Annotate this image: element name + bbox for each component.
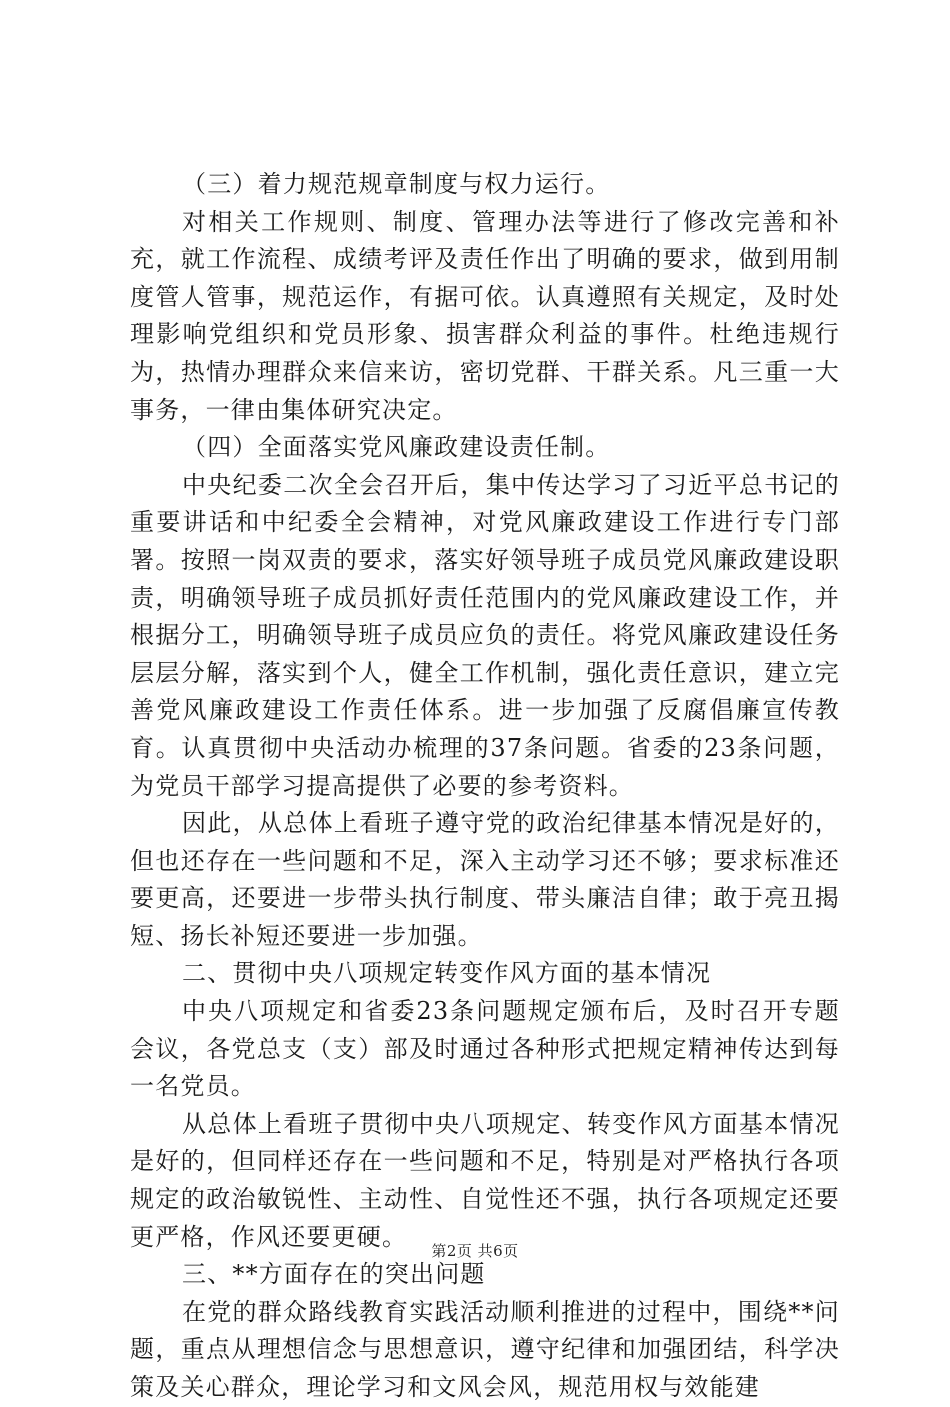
section-heading-2: 二、贯彻中央八项规定转变作风方面的基本情况 xyxy=(182,959,712,988)
section-heading-3: （三）着力规范规章制度与权力运行。 xyxy=(182,170,611,198)
body-paragraph: 因此，从总体上看班子遵守党的政治纪律基本情况是好的，但也还存在一些问题和不足，深入主动学习还不够；要求标准还要更高，还要进一步带头执行制度、带头廉洁自律；敢于亮丑揭短、扬长补短还要进一步加强。 xyxy=(130,809,840,950)
body-paragraph: 中央纪委二次全会召开后，集中传达学习了习近平总书记的重要讲话和中纪委全会精神，对党风廉政建设工作进行专门部署。按照一岗双责的要求，落实好领导班子成员党风廉政建设职责，明确领导班子成员抓好责任范围内的党风廉政建设工作，并根据分工，明确领导班子成员应负的责任。将党风廉政建设任务层层分解，落实到个人，健全工作机制，强化责任意识，建立完善党风廉政建设工作责任体系。进一步加强了反腐倡廉宣传教育。认真贯彻中央活动办梳理的37条问题。省委的23条问题，为党员干部学习提高提供了必要的参考资料。 xyxy=(130,470,840,800)
section-heading-3-issues: 三、**方面存在的突出问题 xyxy=(182,1260,486,1289)
body-paragraph: 中央八项规定和省委23条问题规定颁布后，及时召开专题会议，各党总支（支）部及时通过各种形式把规定精神传达到每一名党员。 xyxy=(130,997,840,1101)
section-heading-4: （四）全面落实党风廉政建设责任制。 xyxy=(182,433,611,462)
document-body xyxy=(130,166,840,1407)
body-paragraph: 在党的群众路线教育实践活动顺利推进的过程中，围绕**问题，重点从理想信念与思想意识，遵守纪律和加强团结，科学决策及关心群众，理论学习和文风会风，规范用权与效能建 xyxy=(130,1297,840,1401)
page-number-footer: 第2页 共6页 xyxy=(431,1242,519,1260)
body-paragraph: 从总体上看班子贯彻中央八项规定、转变作风方面基本情况是好的，但同样还存在一些问题和不足，特别是对严格执行各项规定的政治敏锐性、主动性、自觉性还不强，执行各项规定还要更严格，作风还要更硬。 xyxy=(130,1109,840,1251)
body-paragraph: 对相关工作规则、制度、管理办法等进行了修改完善和补充，就工作流程、成绩考评及责任作出了明确的要求，做到用制度管人管事，规范运作，有据可依。认真遵照有关规定，及时处理影响党组织和党员形象、损害群众利益的事件。杜绝违规行为，热情办理群众来信来访，密切党群、干群关系。凡三重一大事务，一律由集体研究决定。 xyxy=(130,207,840,424)
